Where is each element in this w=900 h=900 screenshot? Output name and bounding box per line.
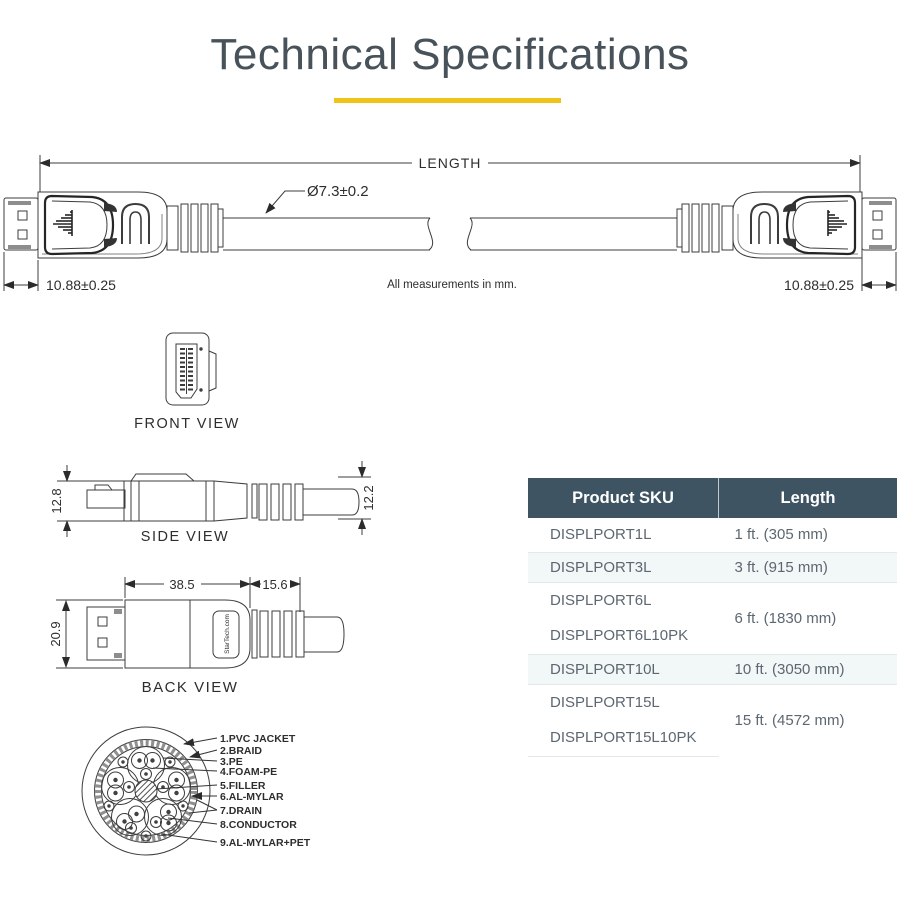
back-dimension-body-label: 38.5	[169, 577, 195, 592]
cable-length-drawing	[4, 155, 896, 293]
side-dimension-right-label: 12.2	[361, 485, 376, 511]
diameter-leader-line	[266, 191, 305, 213]
plug-dimension-left	[4, 252, 38, 291]
side-view-drawing	[49, 461, 376, 545]
label-al-mylar: 6.AL-MYLAR	[220, 791, 284, 803]
table-row	[528, 552, 897, 582]
plug-dimension-right	[862, 252, 896, 291]
brand-text: StarTech.com	[224, 614, 231, 654]
back-view-label: BACK VIEW	[141, 679, 239, 696]
label-al-mylar-pet: 9.AL-MYLAR+PET	[220, 837, 311, 849]
front-view-drawing	[134, 333, 240, 432]
back-dimension-height	[56, 600, 123, 668]
side-view-label: SIDE VIEW	[140, 529, 230, 545]
cross-section-labels	[220, 733, 311, 849]
label-pvc-jacket: 1.PVC JACKET	[220, 733, 296, 745]
sku-length-table	[528, 478, 897, 757]
label-pe: 3.PE	[220, 756, 243, 768]
label-filler: 5.FILLER	[220, 780, 266, 792]
page-title: Technical Specifications	[210, 30, 690, 79]
label-drain: 7.DRAIN	[220, 805, 263, 817]
sku-cell: DISPLPORT15L	[528, 684, 719, 720]
displayport-connector-left	[4, 192, 433, 258]
table-row	[528, 518, 897, 552]
displayport-logo	[122, 204, 149, 244]
label-braid: 2.BRAID	[220, 745, 263, 757]
length-cell: 3 ft. (915 mm)	[719, 552, 898, 582]
label-conductor: 8.CONDUCTOR	[220, 819, 297, 831]
latch-tab-top	[104, 203, 117, 212]
filler-core	[135, 780, 157, 802]
cross-section-diagram	[82, 727, 311, 855]
length-dimension-label: LENGTH	[418, 155, 482, 171]
sku-cell: DISPLPORT6L10PK	[528, 618, 719, 654]
length-cell: 1 ft. (305 mm)	[734, 526, 828, 544]
table-row	[528, 684, 897, 720]
length-cell: 6 ft. (1830 mm)	[719, 582, 898, 654]
measurements-note: All measurements in mm.	[387, 279, 517, 291]
column-header-sku: Product SKU	[528, 478, 719, 518]
cable-break-line	[428, 218, 433, 250]
back-dimension-boot-label: 15.6	[262, 577, 288, 592]
latch-tab-bottom	[104, 238, 117, 247]
triangle-emblem	[53, 210, 72, 236]
sku-cell: DISPLPORT15L10PK	[528, 720, 719, 756]
table-row	[528, 654, 897, 684]
sku-cell: DISPLPORT3L	[528, 552, 719, 582]
cross-section-leaders	[153, 738, 217, 842]
table-header-row	[528, 478, 897, 518]
length-cell: 15 ft. (4572 mm)	[719, 684, 898, 756]
plug-dimension-right-label: 10.88±0.25	[784, 277, 854, 293]
front-view-label: FRONT VIEW	[134, 416, 240, 432]
side-dimension-left-label: 12.8	[49, 488, 64, 514]
sku-cell: DISPLPORT6L	[528, 582, 719, 618]
label-foam-pe: 4.FOAM-PE	[220, 766, 278, 778]
back-dimension-height-label: 20.9	[48, 621, 63, 647]
side-dimension-left	[57, 465, 124, 537]
diameter-label: Ø7.3±0.2	[307, 183, 369, 200]
sku-cell: DISPLPORT1L	[550, 526, 652, 544]
plug-dimension-left-label: 10.88±0.25	[46, 277, 116, 293]
sku-cell: DISPLPORT10L	[528, 654, 719, 684]
column-header-length: Length	[719, 478, 898, 518]
back-view-drawing	[48, 577, 344, 696]
table-row	[528, 582, 897, 618]
displayport-connector-right	[467, 192, 896, 258]
strain-relief-ribs	[181, 204, 223, 252]
length-cell: 10 ft. (3050 mm)	[719, 654, 898, 684]
